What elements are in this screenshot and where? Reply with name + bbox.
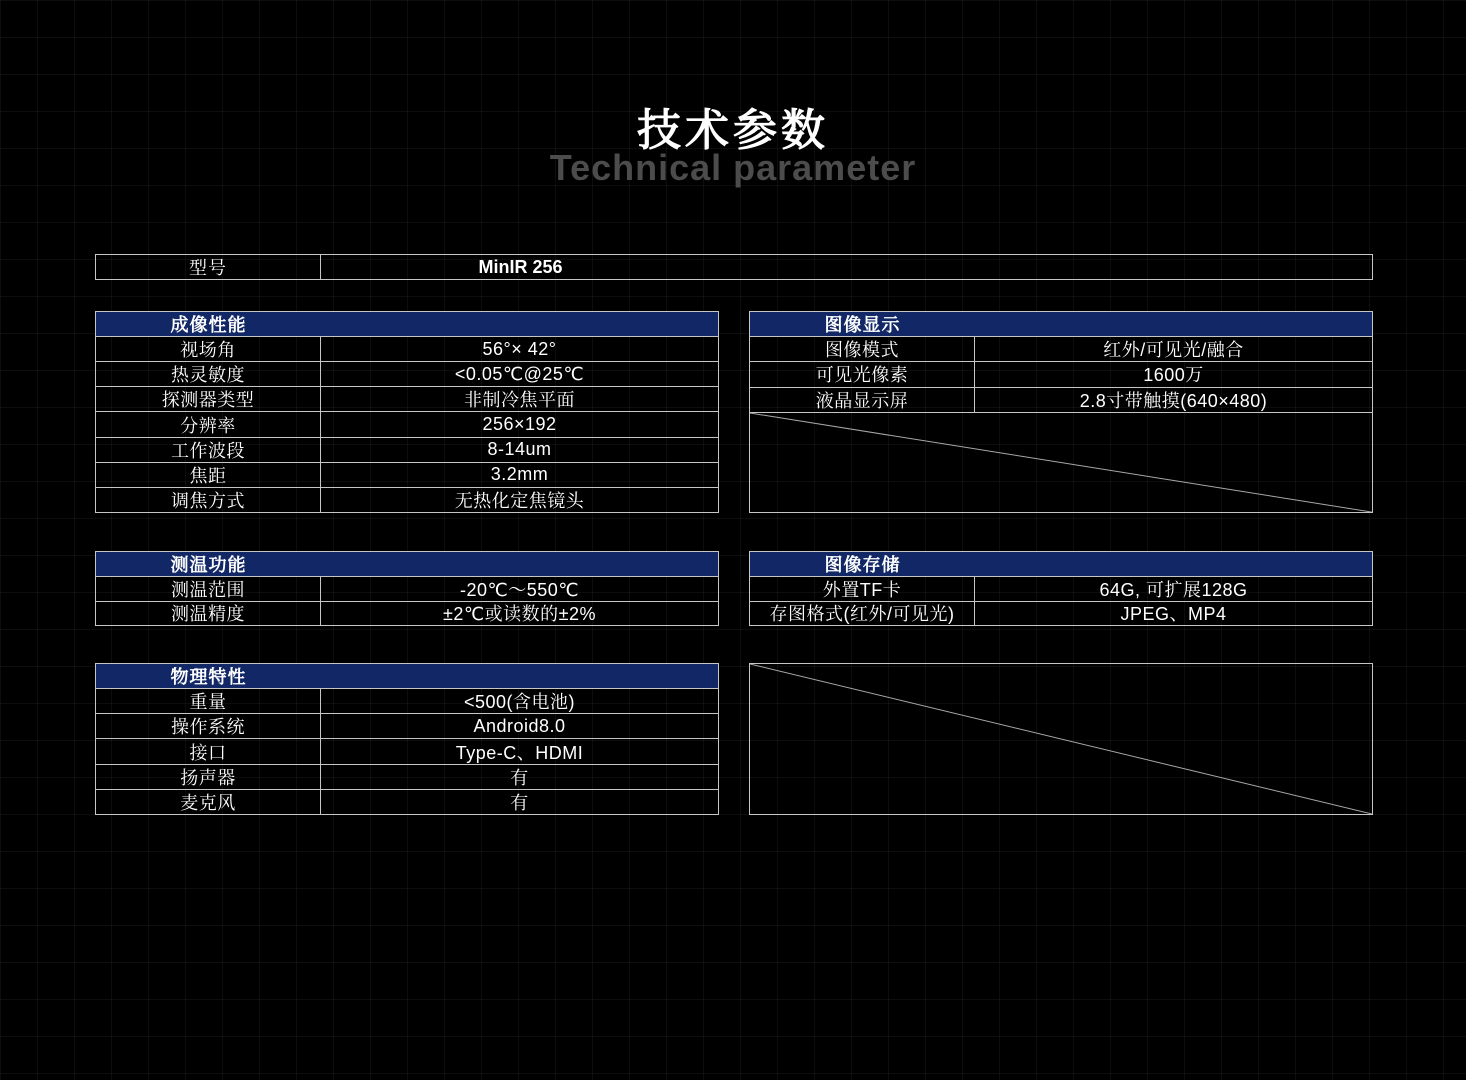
display-na-cell: [750, 412, 1372, 512]
section-physical-header: [96, 664, 718, 688]
spec-row: [96, 601, 718, 626]
spec-label: 分辨率: [96, 412, 321, 436]
section-physical-header-label: 物理特性: [170, 667, 247, 687]
spec-value: 8-14um: [487, 439, 552, 460]
section-imaging-header-label: 成像性能: [170, 315, 247, 335]
spec-label: 麦克风: [96, 790, 321, 814]
spec-label: 图像模式: [750, 337, 975, 361]
spec-value: Type-C、HDMI: [455, 742, 584, 763]
diagonal-line: [750, 664, 1372, 814]
spec-row: [96, 688, 718, 713]
spec-value: <0.05℃@25℃: [454, 363, 585, 384]
spec-value: 无热化定焦镜头: [454, 490, 585, 511]
spec-row: [96, 738, 718, 763]
spec-label: 可见光像素: [750, 362, 975, 386]
spec-row: [96, 764, 718, 789]
spec-value: 256×192: [482, 413, 557, 434]
model-label: 型号: [96, 255, 321, 279]
spec-label: 调焦方式: [96, 488, 321, 512]
model-value: MinIR 256: [478, 256, 563, 277]
spec-value: Android8.0: [473, 715, 566, 736]
spec-value: 1600万: [1143, 365, 1204, 386]
spec-label: 工作波段: [96, 438, 321, 462]
spec-row: [750, 336, 1372, 361]
spec-row: [750, 576, 1372, 601]
section-display-table: [749, 311, 1373, 513]
spec-label: 液晶显示屏: [750, 388, 975, 412]
model-row: [95, 254, 1373, 280]
spec-label: 操作系统: [96, 714, 321, 738]
spec-row: [96, 386, 718, 411]
spec-label: 视场角: [96, 337, 321, 361]
spec-value: 2.8寸带触摸(640×480): [1079, 390, 1268, 411]
spec-label: 存图格式(红外/可见光): [750, 602, 975, 626]
spec-value: <500(含电池): [463, 692, 576, 713]
spec-value: 3.2mm: [490, 464, 549, 485]
spec-label: 测温范围: [96, 577, 321, 601]
page-subtitle: Technical parameter: [549, 147, 917, 188]
section-storage-header-label: 图像存储: [824, 555, 901, 575]
spec-value: 有: [510, 792, 529, 813]
page-title: 技术参数: [637, 106, 829, 155]
spec-row: [750, 361, 1372, 386]
diagonal-line: [750, 413, 1372, 512]
spec-value: 非制冷焦平面: [464, 390, 575, 411]
spec-label: 热灵敏度: [96, 362, 321, 386]
spec-label: 焦距: [96, 463, 321, 487]
section-storage-table: [749, 551, 1373, 626]
spec-value: ±2℃或读数的±2%: [443, 604, 596, 625]
spec-label: 重量: [96, 689, 321, 713]
spec-row: [96, 487, 718, 512]
spec-value: 红外/可见光/融合: [1103, 340, 1244, 361]
spec-value: 56°× 42°: [482, 338, 557, 359]
section-imaging-table: [95, 311, 719, 513]
spec-label: 扬声器: [96, 765, 321, 789]
spec-label: 接口: [96, 739, 321, 763]
model-row-filler: [720, 255, 1372, 279]
spec-row: [750, 387, 1372, 412]
section-physical-table: [95, 663, 719, 815]
bottom-right-na-box: [749, 663, 1373, 815]
spec-row: [96, 462, 718, 487]
section-display-header: [750, 312, 1372, 336]
spec-row: [96, 437, 718, 462]
spec-row: [96, 576, 718, 601]
spec-row: [96, 713, 718, 738]
section-thermometry-table: [95, 551, 719, 626]
spec-value: JPEG、MP4: [1120, 604, 1227, 625]
spec-label: 探测器类型: [96, 387, 321, 411]
section-thermometry-header-label: 测温功能: [170, 555, 247, 575]
section-display-header-label: 图像显示: [824, 315, 901, 335]
section-thermometry-header: [96, 552, 718, 576]
spec-row: [96, 411, 718, 436]
spec-label: 测温精度: [96, 602, 321, 626]
spec-value: 64G, 可扩展128G: [1099, 579, 1248, 600]
section-imaging-header: [96, 312, 718, 336]
section-storage-header: [750, 552, 1372, 576]
spec-row: [96, 361, 718, 386]
spec-row: [96, 336, 718, 361]
spec-label: 外置TF卡: [750, 577, 975, 601]
spec-row: [750, 601, 1372, 626]
spec-value: -20℃～550℃: [460, 579, 579, 600]
spec-row: [96, 789, 718, 814]
spec-value: 有: [510, 767, 529, 788]
